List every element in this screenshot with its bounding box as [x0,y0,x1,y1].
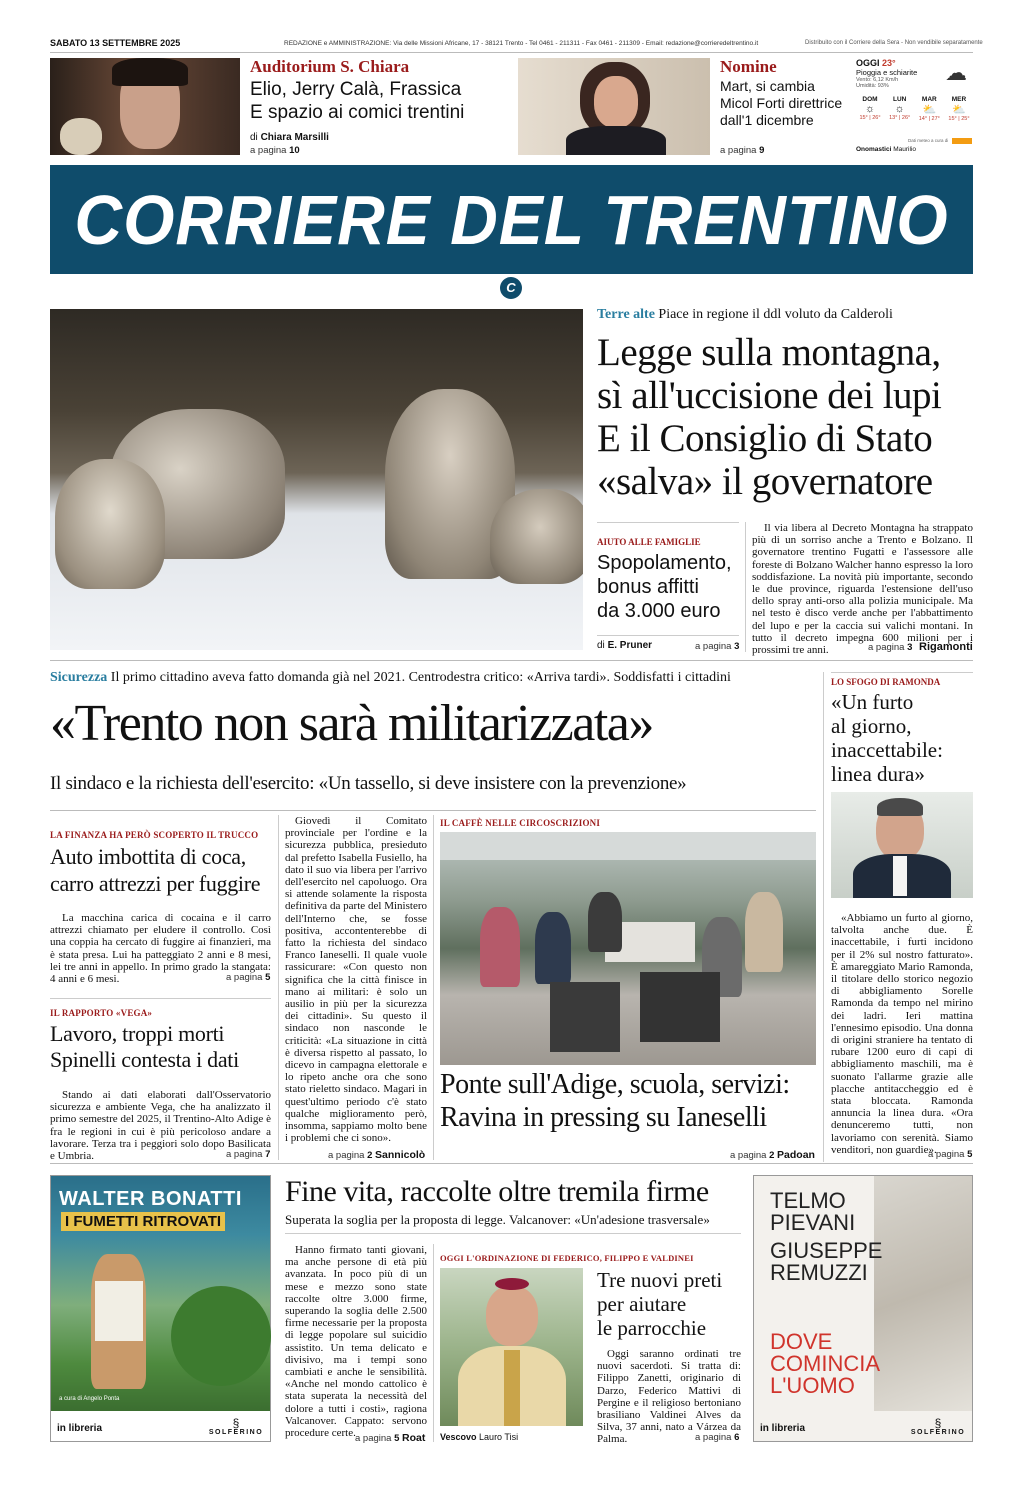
endlife-headline[interactable]: Fine vita, raccolte oltre tremila firme [285,1175,709,1208]
teaser2-page-ref[interactable] [720,145,764,156]
cocaine-kicker: LA FINANZA HA PERÒ SCOPERTO IL TRUCCO [50,830,259,840]
teaser1-byline [250,132,329,143]
security-summary: Il primo cittadino aveva fatto domanda già nel 2021. Centrodestra critico: «Arriva tardi». Soddisfatti i cittadini [110,670,731,685]
ad-pievani-hands-illustration [874,1176,972,1411]
priests-page-ref[interactable] [695,1432,739,1443]
lead-kicker: Terre alte [597,307,655,322]
weather-forecast [856,96,973,122]
page-number: 2 [769,1150,775,1161]
endlife-body: Hanno firmato tanti giovani, ma anche persone di età più avanzata. In poco più di un mese e mezzo sono state raccolte oltre 3.000 firme, superando la soglia delle 2.500 firme necessarie per la proposta di legge popolare sul suicidio assistito. Un tema delicato e divisivo, ma i tempi sono cambiati e anche le sensibilità. «Anche nel mondo cattolico è stata superata la necessità del dolore a tutti i costi», ragiona Valcanover. Cappato: servono procedure certe. [285,1244,427,1440]
ad-pievani-publisher: SOLFERINO [910,1429,966,1436]
page-prefix: a pagina [928,1149,965,1160]
page-number: 10 [289,145,300,156]
caption-text: Lauro Tisi [479,1432,519,1442]
page-prefix: a pagina [720,145,757,156]
ad-pievani-authors [770,1190,882,1284]
cocaine-headline[interactable] [50,843,260,897]
byline-prefix: di [250,132,258,143]
ramonda-kicker: LO SFOGO DI RAMONDA [831,677,941,687]
rain-cloud-icon: ☁ [945,60,967,85]
ad-author-line: PIEVANI [770,1210,856,1235]
edition-date: SABATO 13 SETTEMBRE 2025 [50,38,181,48]
page-prefix: a pagina [868,642,905,653]
ad-title-line: L'UOMO [770,1373,855,1398]
ad-bonatti-subtitle: I FUMETTI RITROVATI [61,1212,225,1231]
aid-byline [597,640,652,651]
page-number: 6 [734,1432,740,1443]
sun-icon: ☼ [864,103,876,115]
sun-icon: ☼ [894,103,905,115]
page-number: 3 [907,642,913,653]
cafe-kicker: IL CAFFÈ NELLE CIRCOSCRIZIONI [440,818,601,828]
ad-bonatti-cover [51,1176,270,1411]
security-subhead: Il sindaco e la richiesta dell'esercito: «Un tassello, si deve insistere con la prevenzione» [50,773,687,794]
weather-credit: Dati meteo a cura di [908,138,949,143]
teaser1-line1: Elio, Jerry Calà, Frassica [250,79,462,100]
forecast-temp: 14° | 27° [918,116,940,122]
ramonda-headline-line: al giorno, [831,714,912,738]
forecast-day-label: MER [951,96,967,103]
page-prefix: a pagina [355,1433,392,1444]
cocaine-headline-line: Auto imbottita di coca, [50,844,246,869]
page-number: 9 [759,145,765,156]
endlife-author: Roat [402,1432,426,1444]
lead-page-ref[interactable] [868,641,973,653]
lead-headline[interactable] [597,331,941,503]
forecast-day [915,96,943,122]
forecast-day-label: LUN [892,96,907,103]
security-kicker: Sicurezza [50,670,108,685]
weather-wind: Vento: 6,12 Km/h [856,77,899,83]
masthead-title: CORRIERE DEL TRENTINO [74,180,949,259]
priests-caption [440,1432,518,1442]
endlife-subhead: Superata la soglia per la proposta di legge. Valcanover: «Un'adesione trasversale» [285,1212,710,1227]
weather-humidity: Umidità: 93% [856,83,889,89]
aid-headline-line: bonus affitti [597,576,699,598]
priests-kicker: OGGI L'ORDINAZIONE DI FEDERICO, FILIPPO E VALDINEI [440,1253,694,1263]
page-prefix: a pagina [328,1150,365,1161]
cafe-page-ref[interactable] [730,1149,815,1161]
priests-headline-line: le parrocchie [597,1316,707,1340]
forecast-temp: 15° | 25° [948,116,970,122]
cafe-headline-line: Ravina in pressing su Ianeselli [440,1102,767,1133]
byline-prefix: di [597,640,605,651]
teaser2-line3: dall'1 dicembre [720,112,814,128]
publisher-logo-icon: § [232,1416,240,1430]
ad-author-line: REMUZZI [770,1260,868,1285]
lead-summary-line [597,307,893,323]
page-number: 2 [367,1150,373,1161]
ad-title-line: DOVE [770,1329,833,1354]
partly-cloudy-icon: ⛅ [922,104,937,116]
lead-author: Rigamonti [919,641,973,653]
page-number: 3 [734,641,740,652]
weather-today-label: OGGI [856,58,880,68]
publisher-logo-icon: § [934,1416,942,1430]
ad-bonatti-in-libreria: in libreria [57,1423,103,1434]
forecast-temp: 13° | 26° [889,115,911,121]
teaser2-line1: Mart, si cambia [720,78,815,94]
vega-headline[interactable] [50,1021,239,1073]
vega-page-ref[interactable] [226,1149,270,1160]
lead-summary: Piace in regione il ddl voluto da Calderoli [658,307,893,322]
onomastic-name: Maurilio [893,146,916,153]
page-number: 5 [967,1149,973,1160]
ramonda-headline-line: linea dura» [831,762,925,786]
teaser2-headline [720,78,842,129]
caption-bold: Vescovo [440,1432,477,1442]
vega-body: Stando ai dati elaborati dall'Osservatorio sicurezza e ambiente Vega, che ha analizzato il primo semestre del 2025, il Trentino-Alto Adige è fra le regioni in cui è più pericoloso andare a lavorare. Terza tra i peggiori solo dopo Basilicata e Umbria. [50,1089,271,1163]
ad-pievani-title [770,1331,880,1397]
vega-headline-line: Spinelli contesta i dati [50,1047,239,1072]
partly-cloudy-icon: ⛅ [952,104,966,116]
page-prefix: a pagina [730,1150,767,1161]
ad-pievani-book[interactable] [753,1175,973,1442]
security-headline[interactable]: «Trento non sarà militarizzata» [50,695,653,752]
cafe-photo-meeting [440,832,816,1065]
lead-photo-wolves [50,309,583,650]
ramonda-photo [831,792,973,898]
forecast-day [945,96,973,122]
security-author: Sannicolò [375,1149,426,1161]
forecast-day [886,96,914,122]
ramonda-headline[interactable] [831,690,943,786]
priests-headline[interactable] [597,1268,722,1340]
cafe-author: Padoan [777,1149,815,1161]
ad-author-line: TELMO [770,1188,846,1213]
ramonda-headline-line: «Un furto [831,690,914,714]
teaser1-author: Chiara Marsilli [260,132,329,143]
ramonda-body: «Abbiamo un furto al giorno, talvolta anche due. È inaccettabile, i furti incidono per il 2% sul nostro fatturato». È amareggiato Mario Ramonda, il titolare dello storico negozio di abbigliamento Sorelle Ramonda da tempo nel mirino dei ladri. Ieri mattina l'ennesimo episodio. Una donna di origini straniere ha tentato di rubare 1200 euro di capi di abbigliamento maschili, ma è suonato l'allarme grazie alle placche antitaccheggio ed è stata bloccata. Ramonda annuncia la linea dura. «Ora denunceremo tutti, non lavoriamo con serenità. Siamo venditori, non guardie». [831,912,973,1156]
page-prefix: a pagina [695,1432,732,1443]
teaser1-headline [250,78,464,124]
teaser2-line2: Micol Forti direttrice [720,95,843,111]
page-number: 5 [394,1433,400,1444]
teaser-photo-director [518,58,710,155]
ad-author-line: GIUSEPPE [770,1238,883,1263]
teaser1-page-ref[interactable] [250,145,300,156]
weather-provider-logo [952,138,972,144]
cocaine-headline-line: carro attrezzi per fuggire [50,871,261,896]
ad-title-line: COMINCIA [770,1351,880,1376]
teaser2-kicker: Nomine [720,57,777,76]
lead-headline-line: Legge sulla montagna, [597,331,941,374]
security-body: Giovedì il Comitato provinciale per l'ordine e la sicurezza pubblica, presieduto dal prefetto Isabella Fusiello, ha dato il suo via libera per l'arrivo dell'esercito nel capoluogo. Ora si attende solamente la risposta definitiva da parte del Ministero dell'Interno che, se fosse positiva, accontenterebbe di fatto la richiesta del sindaco Franco Ianeselli. Il quale vuole rassicurare: «Con questo non significa che la città finisce in mano ai militari: è solo un ausilio in più per la sicurezza dei cittadini». Su questo il sindaco non nasconde le criticità: «La situazione in città è diversa rispetto al passato, lo dicevo in campagna elettorale e lo ripeto anche ora che sono stato rieletto sindaco. Magari in quest'ultimo periodo c'è stato qualche miglioramento però, insomma, sappiamo molto bene i problemi che ci sono». [285,815,427,1145]
forecast-day-label: DOM [862,96,878,103]
page-prefix: a pagina [695,641,732,652]
security-page-ref[interactable] [328,1149,425,1161]
forecast-temp: 15° | 26° [859,115,881,121]
aid-page-ref[interactable] [695,641,739,652]
teaser1-kicker: Auditorium S. Chiara [250,57,410,76]
page-prefix: a pagina [226,1149,263,1160]
lead-headline-line: «salva» il governatore [597,460,933,503]
lead-headline-line: sì all'uccisione dei lupi [597,374,942,417]
lead-body: Il via libera al Decreto Montagna ha strappato più di un sorriso anche a Trento e Bolzano. Il governatore trentino Fugatti e l'assessore alle foreste di Bolzano Walcher hanno espresso la loro soddisfazione. La novità più importante, secondo le due province, riguarda l'estensione dell'uso dello spray anti-orso alla polizia municipale. Ma nel testo è disco verde anche per l'abbattimento del lupo e per la caccia sui valichi montani. In tutto il decreto impegna 600 milioni per i prossimi tre anni. [752,522,973,657]
forecast-day [856,96,884,122]
onomastic-label: Onomastici [856,146,892,153]
priests-body: Oggi saranno ordinati tre nuovi sacerdoti. Si tratta di: Filippo Zanetti, originario di Darzo, Federico Mattivi di Pergine e il religioso bertoniano brasiliano Valdinei Alves da Silva, 37 anni, nato a Várzea da Palma. [597,1348,741,1446]
weather-condition: Pioggia e schiarite [856,68,918,77]
ramonda-page-ref[interactable] [928,1149,972,1160]
aid-headline-line: da 3.000 euro [597,600,721,622]
cocaine-page-ref[interactable] [226,972,270,983]
ad-bonatti-note: a cura di Angelo Ponta [59,1396,120,1402]
aid-headline-line: Spopolamento, [597,552,732,574]
weather-today-temp: 23° [882,58,896,68]
priests-headline-line: per aiutare [597,1292,687,1316]
weather-box [856,58,973,155]
page-prefix: a pagina [226,972,263,983]
masthead-logo-icon: C [500,277,522,299]
security-summary-line [50,670,820,686]
cafe-headline-line: Ponte sull'Adige, scuola, servizi: [440,1069,790,1100]
ad-bonatti-publisher: SOLFERINO [208,1429,264,1436]
ad-pievani-in-libreria: in libreria [760,1423,806,1434]
forecast-day-label: MAR [921,96,937,103]
aid-headline[interactable] [597,551,732,623]
aid-author: E. Pruner [607,640,653,651]
teaser1-line2: E spazio ai comici trentini [250,102,465,123]
teaser-photo-comedian [50,58,240,155]
masthead[interactable] [50,165,973,274]
vega-kicker: IL RAPPORTO «VEGA» [50,1008,153,1018]
vega-headline-line: Lavoro, troppi morti [50,1021,225,1046]
ad-bonatti-book[interactable] [50,1175,271,1442]
ramonda-headline-line: inaccettabile: [831,738,943,762]
endlife-page-ref[interactable] [355,1432,425,1444]
aid-kicker: AIUTO ALLE FAMIGLIE [597,537,701,547]
cocaine-body: La macchina carica di cocaina e il carro attrezzi chiamato per eludere il controllo. Così una coppia ha cercato di fuggire ai finanzieri, ma è stata presa. Lui ha patteggiato 2 anni e 8 mesi, lei tre anni in appello. In primo grado la stangata: 4 anni e 6 mesi. [50,912,271,986]
editorial-address: REDAZIONE e AMMINISTRAZIONE: Via delle Missioni Africane, 17 - 38121 Trento - Tel 0461 - 211311 - Fax 0461 - 211309 - Email: redazione@corrieredeltrentino.it [284,40,759,47]
lead-headline-line: E il Consiglio di Stato [597,417,933,460]
distribution-note: Distribuito con il Corriere della Sera - Non vendibile separatamente [805,40,983,46]
page-number: 5 [265,972,271,983]
priests-headline-line: Tre nuovi preti [597,1268,723,1292]
cafe-headline[interactable] [440,1068,790,1134]
ad-bonatti-title: WALTER BONATTI [59,1188,242,1210]
priests-photo-bishop [440,1268,583,1426]
page-number: 7 [265,1149,271,1160]
page-prefix: a pagina [250,145,287,156]
